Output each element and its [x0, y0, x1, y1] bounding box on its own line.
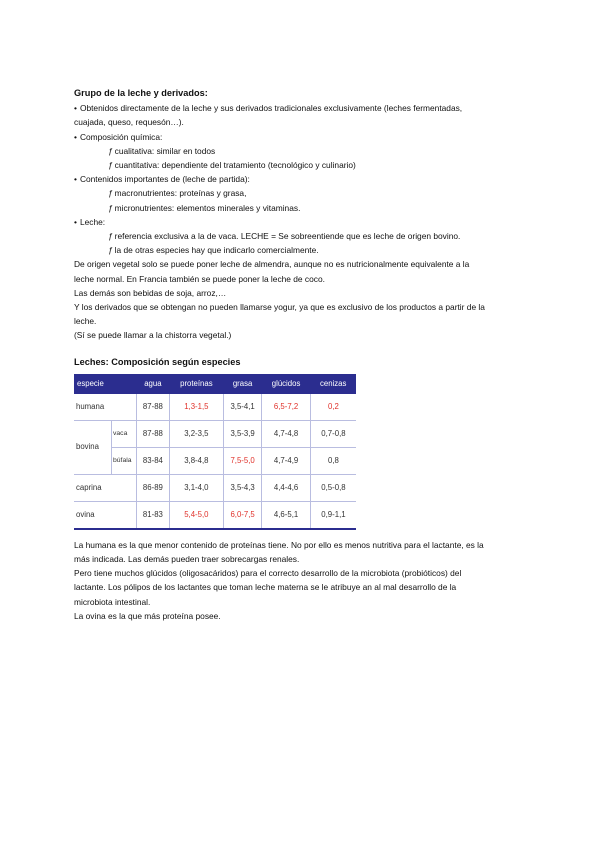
- cell-species: humana: [74, 394, 137, 421]
- cell-agua: 83-84: [137, 447, 170, 474]
- cell-species: caprina: [74, 474, 137, 501]
- table-title: Leches: Composición según especies: [74, 356, 241, 367]
- cell-cenizas: 0,5-0,8: [310, 474, 356, 501]
- cell-glucidos: 4,6-5,1: [262, 501, 311, 529]
- section-heading: Grupo de la leche y derivados:: [74, 88, 208, 98]
- sub-cualitativa: [74, 144, 534, 158]
- cell-glucidos: 4,7-4,8: [262, 420, 311, 447]
- cell-proteinas: 3,1-4,0: [169, 474, 223, 501]
- cell-agua: 86-89: [137, 474, 170, 501]
- sub-cuantitativa: [74, 158, 534, 172]
- cell-agua: 81-83: [137, 501, 170, 529]
- paragraph-glucidos: Pero tiene muchos glúcidos (oligosacáridos) para el correcto desarrollo de la microbiota (probióticos) del: [74, 568, 462, 579]
- header-especie: especie: [74, 374, 137, 394]
- paragraph-derivados: Y los derivados que se obtengan no pueden llamarse yogur, ya que es exclusivo de los productos a partir de la: [74, 302, 485, 313]
- cell-agua: 87-88: [137, 394, 170, 421]
- paragraph-origen-vegetal-cont: leche normal. En Francia también se puede poner la leche de coco.: [74, 273, 325, 284]
- cell-cenizas: 0,9-1,1: [310, 501, 356, 529]
- bullet-leche: • Leche:: [74, 215, 534, 229]
- table-row: [74, 420, 356, 447]
- paragraph-origen-vegetal: De origen vegetal solo se puede poner leche de almendra, aunque no es nutricionalmente equivalente a la: [74, 259, 470, 270]
- sub-text: cuantitativa: dependiente del tratamiento (tecnológico y culinario): [114, 160, 356, 171]
- cell-grasa: 6,0-7,5: [223, 501, 261, 529]
- header-proteinas: proteínas: [169, 374, 223, 394]
- cell-glucidos: 4,4-4,6: [262, 474, 311, 501]
- sub-referencia: [74, 229, 534, 243]
- cell-proteinas: 3,8-4,8: [169, 447, 223, 474]
- sub-marker: ƒ: [108, 188, 113, 199]
- cell-cenizas: 0,7-0,8: [310, 420, 356, 447]
- paragraph-bebidas: Las demás son bebidas de soja, arroz,…: [74, 287, 227, 298]
- header-grasa: grasa: [223, 374, 261, 394]
- cell-species: bovina: [74, 420, 112, 474]
- sub-text: referencia exclusiva a la de vaca. LECHE = Se sobreentiende que es leche de origen bovino.: [114, 231, 461, 242]
- paragraph-glucidos-cont: lactante. Los pólipos de los lactantes que toman leche materna se le atribuye an al mal desarrollo de la: [74, 582, 457, 593]
- table-row: [74, 474, 356, 501]
- sub-text: cualitativa: similar en todos: [114, 145, 216, 156]
- cell-species: ovina: [74, 501, 137, 529]
- sub-macronutrientes: [74, 186, 534, 200]
- paragraph-chistorra: (Sí se puede llamar a la chistorra vegetal.): [74, 330, 232, 341]
- cell-grasa: 3,5-4,3: [223, 474, 261, 501]
- table-row: [74, 447, 356, 474]
- sub-text: micronutrientes: elementos minerales y vitaminas.: [114, 202, 301, 213]
- document-page: [74, 86, 534, 623]
- cell-grasa: 7,5-5,0: [223, 447, 261, 474]
- paragraph-glucidos-cont2: microbiota intestinal.: [74, 596, 151, 607]
- paragraph-humana: La humana es la que menor contenido de proteínas tiene. No por ello es menos nutritiva para el lactante, es la: [74, 539, 484, 550]
- bullet-contenidos: • Contenidos importantes de (leche de partida):: [74, 172, 534, 186]
- cell-grasa: 3,5-4,1: [223, 394, 261, 421]
- cell-subspecies: vaca: [112, 420, 137, 447]
- sub-text: macronutrientes: proteínas y grasa,: [114, 188, 247, 199]
- cell-proteinas: 5,4-5,0: [169, 501, 223, 529]
- sub-micronutrientes: [74, 201, 534, 215]
- sub-marker: ƒ: [108, 160, 113, 171]
- composition-table: [74, 374, 356, 530]
- bullet-composicion: • Composición química:: [74, 130, 534, 144]
- sub-marker: ƒ: [108, 245, 113, 256]
- sub-marker: ƒ: [108, 231, 113, 242]
- bullet-obtenidos-cont: cuajada, queso, requesón…).: [74, 117, 184, 128]
- cell-proteinas: 3,2-3,5: [169, 420, 223, 447]
- cell-proteinas: 1,3-1,5: [169, 394, 223, 421]
- bullet-obtenidos: • Obtenidos directamente de la leche y sus derivados tradicionales exclusivamente (leches fermentadas,: [74, 101, 534, 115]
- sub-text: la de otras especies hay que indicarlo comercialmente.: [114, 245, 319, 256]
- table-header-row: [74, 374, 356, 394]
- sub-marker: ƒ: [108, 145, 113, 156]
- table-row: [74, 501, 356, 529]
- header-glucidos: glúcidos: [262, 374, 311, 394]
- paragraph-humana-cont: más indicada. Las demás pueden traer sobrecargas renales.: [74, 554, 300, 565]
- cell-glucidos: 6,5-7,2: [262, 394, 311, 421]
- paragraph-derivados-cont: leche.: [74, 316, 97, 327]
- cell-cenizas: 0,2: [310, 394, 356, 421]
- header-agua: agua: [137, 374, 170, 394]
- paragraph-ovina: La ovina es la que más proteína posee.: [74, 610, 221, 621]
- cell-cenizas: 0,8: [310, 447, 356, 474]
- cell-glucidos: 4,7-4,9: [262, 447, 311, 474]
- sub-otras-especies: [74, 243, 534, 257]
- sub-marker: ƒ: [108, 202, 113, 213]
- cell-agua: 87-88: [137, 420, 170, 447]
- cell-subspecies: búfala: [112, 447, 137, 474]
- header-cenizas: cenizas: [310, 374, 356, 394]
- cell-grasa: 3,5-3,9: [223, 420, 261, 447]
- table-row: [74, 394, 356, 421]
